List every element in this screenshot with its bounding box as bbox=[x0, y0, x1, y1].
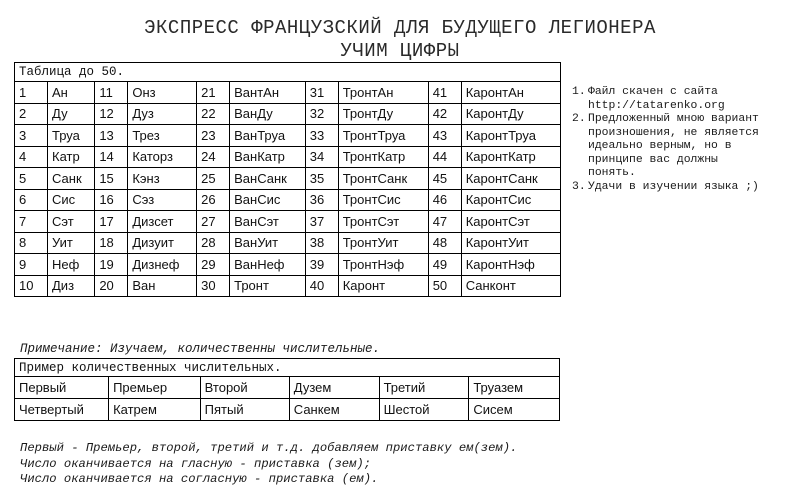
pronunciation-cell: КаронтСанк bbox=[461, 168, 560, 190]
note-number: 3. bbox=[572, 180, 586, 193]
pronunciation-cell: ТронтУит bbox=[338, 232, 428, 254]
ordinal-note: Примечание: Изучаем, количественны числительные. bbox=[20, 342, 381, 356]
numbers-table bbox=[14, 62, 561, 297]
number-cell: 46 bbox=[428, 189, 461, 211]
pronunciation-cell: ВанКатр bbox=[230, 146, 306, 168]
table-row bbox=[15, 232, 561, 254]
note-item bbox=[572, 86, 792, 113]
number-cell: 35 bbox=[305, 168, 338, 190]
table-row bbox=[15, 125, 561, 147]
number-cell: 43 bbox=[428, 125, 461, 147]
note-text bbox=[588, 113, 759, 181]
pronunciation-cell: Труа bbox=[48, 125, 95, 147]
number-cell: 7 bbox=[15, 211, 48, 233]
pronunciation-cell: Сэт bbox=[48, 211, 95, 233]
pronunciation-cell: ТронтСис bbox=[338, 189, 428, 211]
number-cell: 19 bbox=[95, 254, 128, 276]
number-cell: 27 bbox=[197, 211, 230, 233]
footer-line: Число оканчивается на согласную - приставка (ем). bbox=[20, 472, 379, 486]
table-row bbox=[15, 377, 560, 399]
number-cell: 31 bbox=[305, 82, 338, 104]
number-cell: 40 bbox=[305, 275, 338, 297]
number-cell: 28 bbox=[197, 232, 230, 254]
number-cell: 11 bbox=[95, 82, 128, 104]
table-row bbox=[15, 275, 561, 297]
footer-notes bbox=[20, 441, 517, 488]
pronunciation-cell: ВанУит bbox=[230, 232, 306, 254]
number-cell: 42 bbox=[428, 103, 461, 125]
pronunciation-cell: Дуз bbox=[128, 103, 197, 125]
pronunciation-cell: Трез bbox=[128, 125, 197, 147]
page-subtitle: УЧИМ ЦИФРЫ bbox=[340, 40, 460, 62]
pronunciation-cell: Ду bbox=[48, 103, 95, 125]
pronunciation-cell: ВанНеф bbox=[230, 254, 306, 276]
ordinal-cell: Третий bbox=[379, 377, 469, 399]
pronunciation-cell: Неф bbox=[48, 254, 95, 276]
note-item bbox=[572, 181, 792, 195]
number-cell: 30 bbox=[197, 275, 230, 297]
note-item bbox=[572, 113, 792, 181]
number-cell: 21 bbox=[197, 82, 230, 104]
ordinal-cell: Пятый bbox=[200, 399, 289, 421]
number-cell: 39 bbox=[305, 254, 338, 276]
note-line: Файл скачен с сайта bbox=[588, 86, 718, 98]
note-number: 2. bbox=[572, 113, 586, 125]
number-cell: 32 bbox=[305, 103, 338, 125]
pronunciation-cell: КаронтСэт bbox=[461, 211, 560, 233]
number-cell: 16 bbox=[95, 189, 128, 211]
table-row bbox=[15, 189, 561, 211]
number-cell: 18 bbox=[95, 232, 128, 254]
number-cell: 37 bbox=[305, 211, 338, 233]
pronunciation-cell: Каторз bbox=[128, 146, 197, 168]
table-row bbox=[15, 82, 561, 104]
note-line: идеально верным, но в bbox=[588, 140, 732, 152]
pronunciation-cell: Дизнеф bbox=[128, 254, 197, 276]
number-cell: 38 bbox=[305, 232, 338, 254]
number-cell: 1 bbox=[15, 82, 48, 104]
footer-line: Первый - Премьер, второй, третий и т.д. добавляем приставку ем(зем). bbox=[20, 441, 518, 455]
pronunciation-cell: Уит bbox=[48, 232, 95, 254]
number-cell: 44 bbox=[428, 146, 461, 168]
number-cell: 20 bbox=[95, 275, 128, 297]
table-row bbox=[15, 211, 561, 233]
pronunciation-cell: Катр bbox=[48, 146, 95, 168]
number-cell: 33 bbox=[305, 125, 338, 147]
number-cell: 13 bbox=[95, 125, 128, 147]
pronunciation-cell: ВанТруа bbox=[230, 125, 306, 147]
ordinals-table bbox=[14, 358, 560, 421]
ordinal-cell: Сисем bbox=[469, 399, 560, 421]
pronunciation-cell: Санконт bbox=[461, 275, 560, 297]
footer-line: Число оканчивается на гласную - приставка (зем); bbox=[20, 456, 372, 471]
ordinal-cell: Премьер bbox=[109, 377, 201, 399]
pronunciation-cell: ТронтТруа bbox=[338, 125, 428, 147]
note-line: Предложенный мною вариант bbox=[588, 113, 759, 125]
pronunciation-cell: Сис bbox=[48, 189, 95, 211]
number-cell: 26 bbox=[197, 189, 230, 211]
pronunciation-cell: Сэз bbox=[128, 189, 197, 211]
pronunciation-cell: ВанСанк bbox=[230, 168, 306, 190]
number-cell: 22 bbox=[197, 103, 230, 125]
pronunciation-cell: Каронт bbox=[338, 275, 428, 297]
number-cell: 10 bbox=[15, 275, 48, 297]
number-cell: 29 bbox=[197, 254, 230, 276]
number-cell: 6 bbox=[15, 189, 48, 211]
pronunciation-cell: КаронтДу bbox=[461, 103, 560, 125]
ordinal-cell: Шестой bbox=[379, 399, 469, 421]
pronunciation-cell: ВанСэт bbox=[230, 211, 306, 233]
number-cell: 5 bbox=[15, 168, 48, 190]
table-row bbox=[15, 399, 560, 421]
number-cell: 15 bbox=[95, 168, 128, 190]
table-row bbox=[15, 103, 561, 125]
pronunciation-cell: ВанДу bbox=[230, 103, 306, 125]
number-cell: 41 bbox=[428, 82, 461, 104]
number-cell: 48 bbox=[428, 232, 461, 254]
pronunciation-cell: КаронтКатр bbox=[461, 146, 560, 168]
number-cell: 12 bbox=[95, 103, 128, 125]
note-line: http://tatarenko.org bbox=[588, 99, 725, 112]
pronunciation-cell: ТронтКатр bbox=[338, 146, 428, 168]
number-cell: 47 bbox=[428, 211, 461, 233]
pronunciation-cell: Кэнз bbox=[128, 168, 197, 190]
ordinal-cell: Второй bbox=[200, 377, 289, 399]
pronunciation-cell: ТронтСанк bbox=[338, 168, 428, 190]
number-cell: 49 bbox=[428, 254, 461, 276]
pronunciation-cell: Санк bbox=[48, 168, 95, 190]
numbers-table-caption: Таблица до 50. bbox=[15, 63, 561, 82]
number-cell: 2 bbox=[15, 103, 48, 125]
ordinal-cell: Четвертый bbox=[15, 399, 109, 421]
number-cell: 17 bbox=[95, 211, 128, 233]
pronunciation-cell: КаронтСис bbox=[461, 189, 560, 211]
number-cell: 24 bbox=[197, 146, 230, 168]
notes-list bbox=[572, 86, 792, 194]
ordinal-cell: Катрем bbox=[109, 399, 201, 421]
note-line: Удачи в изучении языка ;) bbox=[588, 180, 759, 193]
table-row bbox=[15, 254, 561, 276]
pronunciation-cell: ТронтАн bbox=[338, 82, 428, 104]
pronunciation-cell: Онз bbox=[128, 82, 197, 104]
number-cell: 4 bbox=[15, 146, 48, 168]
pronunciation-cell: ВанСис bbox=[230, 189, 306, 211]
number-cell: 36 bbox=[305, 189, 338, 211]
note-line: принципе вас должны bbox=[588, 153, 718, 166]
pronunciation-cell: Дизуит bbox=[128, 232, 197, 254]
number-cell: 14 bbox=[95, 146, 128, 168]
number-cell: 3 bbox=[15, 125, 48, 147]
number-cell: 23 bbox=[197, 125, 230, 147]
number-cell: 25 bbox=[197, 168, 230, 190]
note-text bbox=[588, 181, 759, 195]
ordinal-cell: Первый bbox=[15, 377, 109, 399]
pronunciation-cell: КаронтАн bbox=[461, 82, 560, 104]
pronunciation-cell: КаронтУит bbox=[461, 232, 560, 254]
pronunciation-cell: Диз bbox=[48, 275, 95, 297]
note-number: 1. bbox=[572, 86, 586, 98]
page-title: ЭКСПРЕСС ФРАНЦУЗСКИЙ ДЛЯ БУДУЩЕГО ЛЕГИОНЕРА bbox=[144, 17, 656, 39]
note-text bbox=[588, 86, 725, 113]
number-cell: 9 bbox=[15, 254, 48, 276]
table-row bbox=[15, 146, 561, 168]
pronunciation-cell: КаронтТруа bbox=[461, 125, 560, 147]
number-cell: 34 bbox=[305, 146, 338, 168]
note-line: произношения, не является bbox=[588, 126, 759, 139]
pronunciation-cell: Ван bbox=[128, 275, 197, 297]
number-cell: 50 bbox=[428, 275, 461, 297]
pronunciation-cell: КаронтНэф bbox=[461, 254, 560, 276]
pronunciation-cell: Дизсет bbox=[128, 211, 197, 233]
pronunciation-cell: Тронт bbox=[230, 275, 306, 297]
pronunciation-cell: Ан bbox=[48, 82, 95, 104]
number-cell: 45 bbox=[428, 168, 461, 190]
ordinal-cell: Санкем bbox=[289, 399, 379, 421]
pronunciation-cell: ВантАн bbox=[230, 82, 306, 104]
ordinal-cell: Дузем bbox=[289, 377, 379, 399]
number-cell: 8 bbox=[15, 232, 48, 254]
ordinals-table-caption: Пример количественных числительных. bbox=[15, 359, 560, 377]
ordinal-cell: Труазем bbox=[469, 377, 560, 399]
table-row bbox=[15, 168, 561, 190]
pronunciation-cell: ТронтНэф bbox=[338, 254, 428, 276]
pronunciation-cell: ТронтДу bbox=[338, 103, 428, 125]
pronunciation-cell: ТронтСэт bbox=[338, 211, 428, 233]
note-line: понять. bbox=[588, 167, 636, 179]
